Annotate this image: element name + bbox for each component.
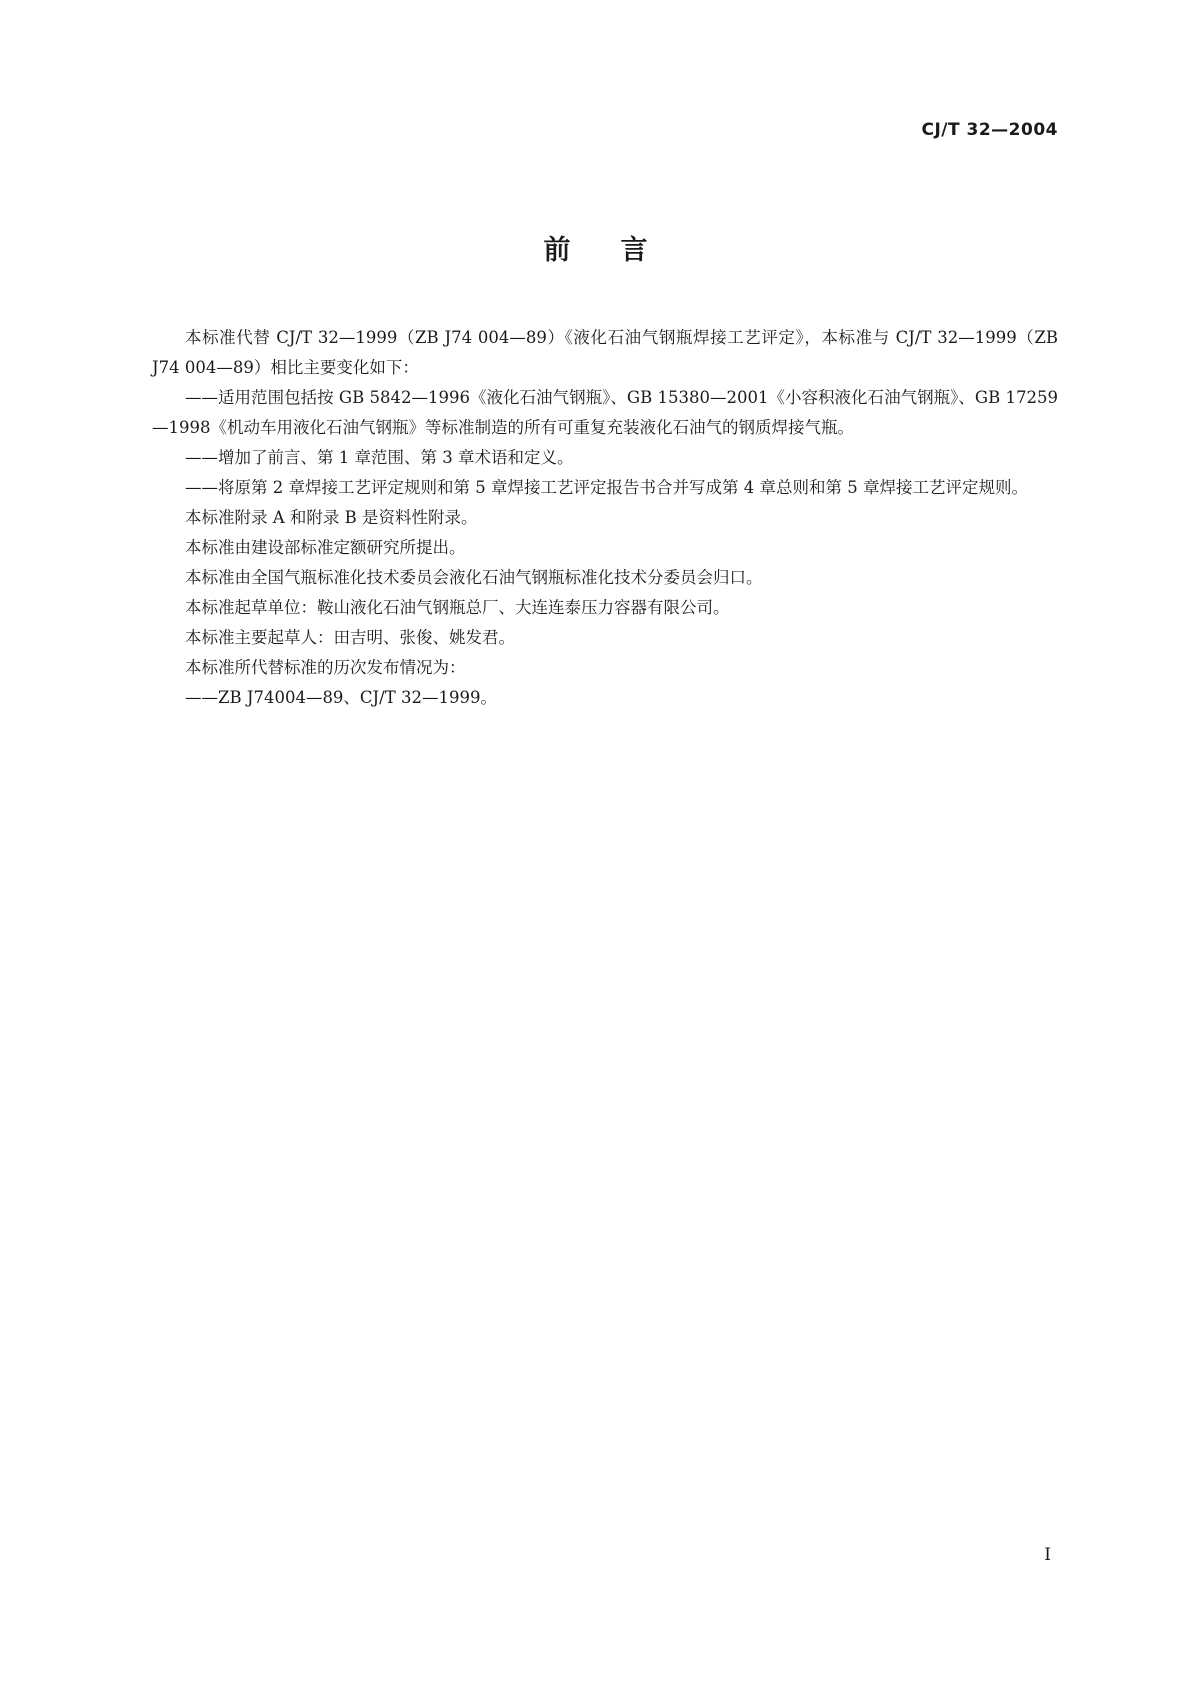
page-title [0, 228, 1191, 267]
paragraph-proposer: 本标准由建设部标准定额研究所提出。 [185, 538, 466, 557]
paragraph-drafters: 本标准主要起草人：田吉明、张俊、姚发君。 [185, 628, 515, 647]
standard-code: CJ/T 32—2004 [921, 120, 1058, 140]
page-number: I [1044, 1545, 1051, 1565]
page-title-char-2: 言 [620, 235, 648, 266]
paragraph-change-merged-chapters: ——将原第 2 章焊接工艺评定规则和第 5 章焊接工艺评定报告书合并写成第 4 章总则和第 5 章焊接工艺评定规则。 [185, 478, 1028, 497]
paragraph-centralized-by: 本标准由全国气瓶标准化技术委员会液化石油气钢瓶标准化技术分委员会归口。 [185, 568, 763, 587]
paragraph-appendices: 本标准附录 A 和附录 B 是资料性附录。 [185, 508, 478, 527]
page-title-char-1: 前 [543, 235, 571, 266]
paragraph-drafting-units: 本标准起草单位：鞍山液化石油气钢瓶总厂、大连连泰压力容器有限公司。 [185, 598, 730, 617]
paragraph-history-list: ——ZB J74004—89、CJ/T 32—1999。 [185, 688, 497, 707]
paragraph-replacement-statement: 本标准代替 CJ/T 32—1999（ZB J74 004—89）《液化石油气钢瓶焊接工艺评定》，本标准与 CJ/T 32—1999（ZB J74 004—89）相比主要变化如下： [152, 328, 1058, 377]
foreword-body [152, 323, 1058, 713]
paragraph-change-scope: ——适用范围包括按 GB 5842—1996《液化石油气钢瓶》、GB 15380—2001《小容积液化石油气钢瓶》、GB 17259—1998《机动车用液化石油气钢瓶》等标准制造的所有可重复充装液化石油气的钢质焊接气瓶。 [152, 388, 1058, 437]
paragraph-change-added-chapters: ——增加了前言、第 1 章范围、第 3 章术语和定义。 [185, 448, 574, 467]
paragraph-history-intro: 本标准所代替标准的历次发布情况为： [185, 658, 466, 677]
